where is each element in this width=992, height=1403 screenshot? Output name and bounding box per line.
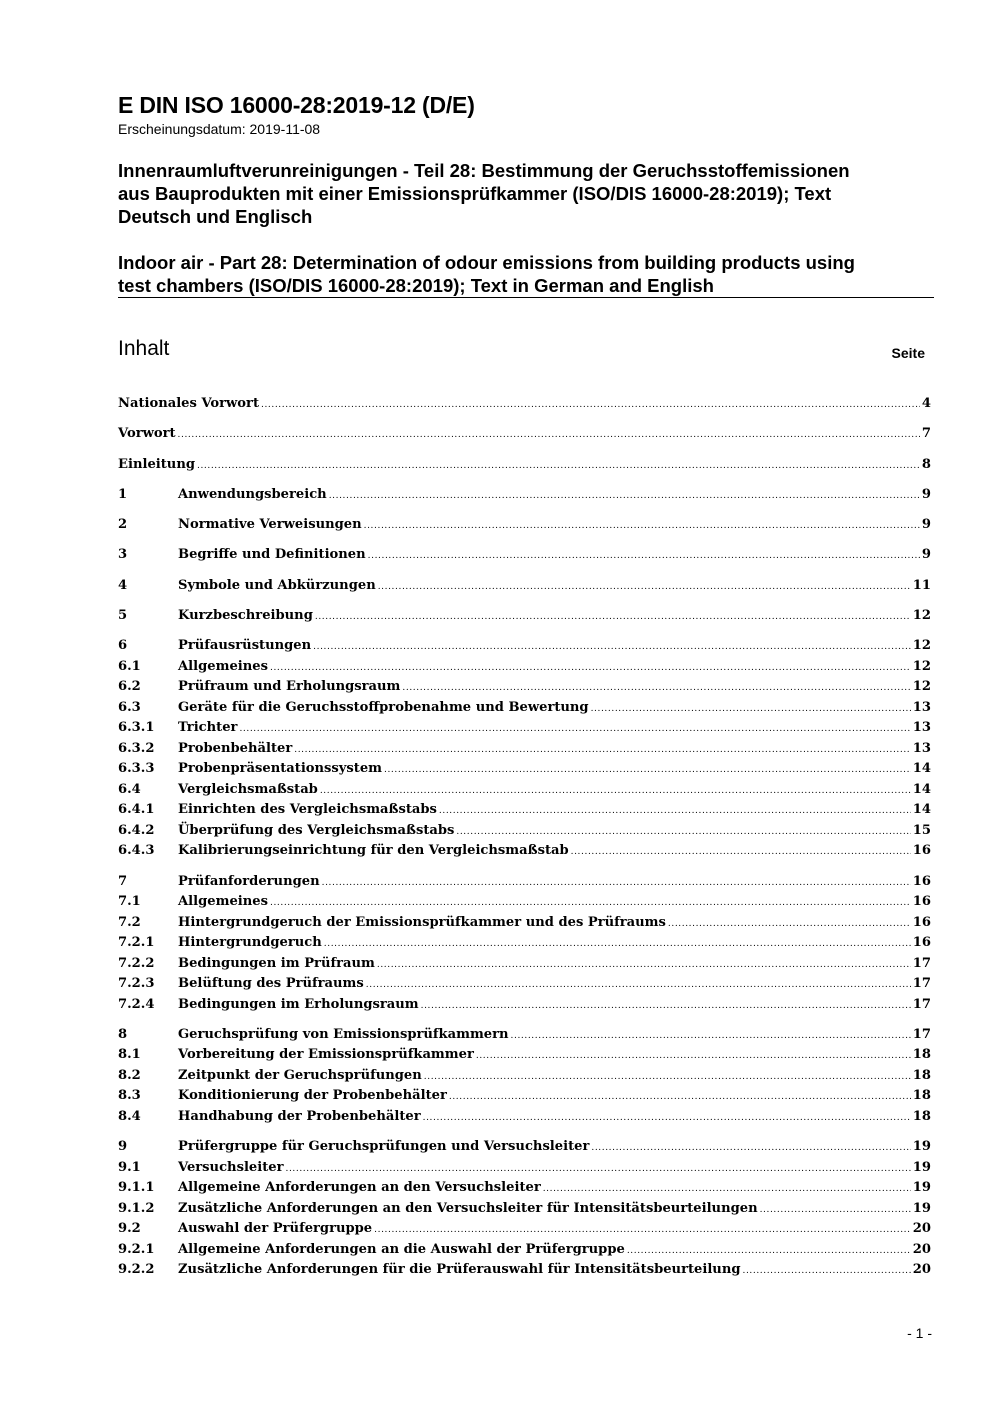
toc-entry-number: 9.2.2 bbox=[118, 1262, 155, 1278]
toc-entry-number: 6.4 bbox=[118, 781, 141, 797]
toc-entry-page: 12 bbox=[912, 638, 931, 654]
toc-dot-leader bbox=[368, 546, 920, 567]
toc-entry-title: Prüfausrüstungen bbox=[178, 638, 312, 654]
toc-entry[interactable] bbox=[118, 892, 931, 913]
toc-entry-page: 18 bbox=[912, 1047, 931, 1063]
toc-entry[interactable] bbox=[118, 913, 931, 934]
title-english-line: test chambers (ISO/DIS 16000-28:2019); Text in German and English bbox=[118, 275, 714, 296]
toc-dot-leader bbox=[197, 456, 920, 477]
toc-entry-title: Allgemeines bbox=[178, 658, 268, 674]
toc-dot-leader bbox=[261, 395, 920, 416]
toc-entry-number: 8.2 bbox=[118, 1067, 141, 1083]
toc-entry-number: 9 bbox=[118, 1139, 128, 1155]
toc-entry-number: 8.1 bbox=[118, 1047, 141, 1063]
toc-entry-number: 9.1.2 bbox=[118, 1200, 155, 1216]
toc-entry-page: 13 bbox=[912, 699, 931, 715]
title-english-line: Indoor air - Part 28: Determination of odour emissions from building products using bbox=[118, 252, 855, 273]
toc-entry-page: 16 bbox=[912, 914, 931, 930]
publication-date: Erscheinungsdatum: 2019-11-08 bbox=[118, 121, 321, 137]
toc-entry[interactable] bbox=[118, 657, 931, 678]
toc-entry[interactable] bbox=[118, 739, 931, 760]
title-german bbox=[118, 159, 933, 228]
toc-entry-title: Anwendungsbereich bbox=[178, 486, 327, 502]
toc-entry-page: 14 bbox=[912, 761, 931, 777]
toc-dot-leader bbox=[315, 607, 911, 628]
toc-entry-title: Begriffe und Definitionen bbox=[178, 547, 366, 563]
toc-entry-page: 17 bbox=[912, 976, 931, 992]
toc-dot-leader bbox=[627, 1241, 911, 1262]
toc-entry-title: Geruchsprüfung von Emissionsprüfkammern bbox=[178, 1026, 509, 1042]
toc-entry[interactable] bbox=[118, 1240, 931, 1261]
toc-entry-page: 19 bbox=[912, 1200, 931, 1216]
toc-entry[interactable] bbox=[118, 576, 931, 597]
toc-entry[interactable] bbox=[118, 974, 931, 995]
toc-entry-title: Belüftung des Prüfraums bbox=[178, 976, 364, 992]
toc-entry-number: 4 bbox=[118, 577, 128, 593]
toc-entry-page: 17 bbox=[912, 955, 931, 971]
toc-entry-number: 2 bbox=[118, 517, 128, 533]
title-german-line: Deutsch und Englisch bbox=[118, 206, 313, 227]
table-of-contents bbox=[118, 394, 931, 1281]
toc-dot-leader bbox=[364, 516, 920, 537]
toc-entry-title: Überprüfung des Vergleichsmaßstabs bbox=[178, 822, 455, 838]
toc-entry[interactable] bbox=[118, 1199, 931, 1220]
toc-entry-page: 16 bbox=[912, 935, 931, 951]
toc-entry-page: 12 bbox=[912, 608, 931, 624]
toc-entry-page: 18 bbox=[912, 1067, 931, 1083]
toc-entry-number: 9.2 bbox=[118, 1221, 141, 1237]
toc-entry[interactable] bbox=[118, 800, 931, 821]
toc-entry-page: 9 bbox=[921, 517, 931, 533]
toc-entry-title: Vorwort bbox=[118, 426, 176, 442]
toc-entry[interactable] bbox=[118, 841, 931, 862]
toc-entry-title: Hintergrundgeruch bbox=[178, 935, 322, 951]
toc-entry-page: 17 bbox=[912, 996, 931, 1012]
toc-dot-leader bbox=[591, 1138, 910, 1159]
toc-entry-number: 7.2 bbox=[118, 914, 141, 930]
toc-entry-page: 9 bbox=[921, 547, 931, 563]
toc-entry[interactable] bbox=[118, 606, 931, 627]
toc-dot-leader bbox=[423, 1108, 911, 1129]
toc-entry[interactable] bbox=[118, 698, 931, 719]
toc-entry-title: Probenbehälter bbox=[178, 740, 293, 756]
toc-entry[interactable] bbox=[118, 718, 931, 739]
toc-dot-leader bbox=[366, 975, 911, 996]
toc-entry-page: 15 bbox=[912, 822, 931, 838]
toc-heading: Inhalt bbox=[118, 337, 170, 360]
toc-entry-page: 16 bbox=[912, 843, 931, 859]
toc-dot-leader bbox=[313, 637, 911, 658]
toc-entry-page: 16 bbox=[912, 894, 931, 910]
toc-entry[interactable] bbox=[118, 1045, 931, 1066]
toc-entry[interactable] bbox=[118, 1158, 931, 1179]
toc-dot-leader bbox=[377, 955, 911, 976]
toc-entry-number: 9.1.1 bbox=[118, 1180, 155, 1196]
toc-entry-number: 6.4.1 bbox=[118, 802, 155, 818]
toc-entry-title: Vorbereitung der Emissionsprüfkammer bbox=[178, 1047, 474, 1063]
toc-dot-leader bbox=[511, 1026, 911, 1047]
toc-dot-leader bbox=[239, 719, 910, 740]
toc-entry-title: Bedingungen im Prüfraum bbox=[178, 955, 375, 971]
toc-entry[interactable] bbox=[118, 872, 931, 893]
toc-entry-number: 9.2.1 bbox=[118, 1241, 155, 1257]
toc-entry-title: Probenpräsentationssystem bbox=[178, 761, 383, 777]
toc-entry[interactable] bbox=[118, 1260, 931, 1281]
toc-entry-number: 6.3.1 bbox=[118, 720, 155, 736]
title-divider bbox=[118, 297, 934, 298]
toc-dot-leader bbox=[378, 577, 911, 598]
toc-entry-page: 17 bbox=[912, 1026, 931, 1042]
toc-entry-title: Kalibrierungseinrichtung für den Vergleichsmaßstab bbox=[178, 843, 569, 859]
toc-entry-page: 4 bbox=[921, 396, 931, 411]
toc-entry-page: 8 bbox=[921, 456, 931, 472]
toc-entry-page: 11 bbox=[912, 577, 931, 593]
toc-entry[interactable] bbox=[118, 1086, 931, 1107]
toc-entry-number: 1 bbox=[118, 486, 128, 502]
toc-entry-number: 6.3.2 bbox=[118, 740, 155, 756]
toc-entry-title: Kurzbeschreibung bbox=[178, 608, 313, 624]
toc-entry[interactable] bbox=[118, 780, 931, 801]
toc-dot-leader bbox=[543, 1179, 911, 1200]
toc-entry-page: 19 bbox=[912, 1180, 931, 1196]
toc-entry[interactable] bbox=[118, 485, 931, 506]
toc-entry-number: 6.3.3 bbox=[118, 761, 155, 777]
toc-entry-number: 6.2 bbox=[118, 679, 141, 695]
toc-entry-number: 6.4.2 bbox=[118, 822, 155, 838]
toc-entry-number: 7.1 bbox=[118, 894, 141, 910]
toc-entry-number: 7.2.4 bbox=[118, 996, 155, 1012]
toc-entry-page: 12 bbox=[912, 658, 931, 674]
toc-entry-page: 20 bbox=[912, 1221, 931, 1237]
toc-entry-title: Prüfraum und Erholungsraum bbox=[178, 679, 401, 695]
toc-entry-title: Allgemeine Anforderungen an den Versuchsleiter bbox=[178, 1180, 541, 1196]
toc-dot-leader bbox=[178, 425, 920, 446]
toc-dot-leader bbox=[760, 1200, 911, 1221]
toc-entry-page: 14 bbox=[912, 802, 931, 818]
toc-entry-page: 9 bbox=[921, 486, 931, 502]
toc-entry-number: 6 bbox=[118, 638, 128, 654]
toc-dot-leader bbox=[424, 1067, 911, 1088]
title-german-line: aus Bauprodukten mit einer Emissionsprüfkammer (ISO/DIS 16000-28:2019); Text bbox=[118, 183, 832, 204]
toc-entry[interactable] bbox=[118, 1137, 931, 1158]
toc-entry-page: 18 bbox=[912, 1108, 931, 1124]
toc-entry[interactable] bbox=[118, 1107, 931, 1128]
toc-dot-leader bbox=[571, 842, 911, 863]
toc-dot-leader bbox=[456, 822, 910, 843]
toc-entry-title: Prüfergruppe für Geruchsprüfungen und Versuchsleiter bbox=[178, 1139, 590, 1155]
toc-entry-number: 7.2.2 bbox=[118, 955, 155, 971]
toc-entry-number: 8.3 bbox=[118, 1088, 141, 1104]
toc-dot-leader bbox=[320, 781, 911, 802]
toc-dot-leader bbox=[402, 678, 910, 699]
toc-entry-title: Einleitung bbox=[118, 456, 195, 472]
toc-entry[interactable] bbox=[118, 455, 931, 476]
toc-entry[interactable] bbox=[118, 394, 931, 415]
toc-entry-page: 16 bbox=[912, 873, 931, 889]
toc-entry[interactable] bbox=[118, 954, 931, 975]
toc-entry-page: 19 bbox=[912, 1159, 931, 1175]
toc-entry-title: Allgemeines bbox=[178, 894, 268, 910]
toc-dot-leader bbox=[374, 1220, 911, 1241]
toc-entry-title: Prüfanforderungen bbox=[178, 873, 320, 889]
toc-entry[interactable] bbox=[118, 821, 931, 842]
toc-entry-number: 7.2.1 bbox=[118, 935, 155, 951]
toc-entry-page: 12 bbox=[912, 679, 931, 695]
toc-entry-title: Normative Verweisungen bbox=[178, 517, 362, 533]
toc-entry-title: Zusätzliche Anforderungen an den Versuchsleiter für Intensitätsbeurteilungen bbox=[178, 1200, 758, 1216]
toc-entry[interactable] bbox=[118, 677, 931, 698]
toc-dot-leader bbox=[476, 1046, 911, 1067]
toc-dot-leader bbox=[324, 934, 911, 955]
toc-entry-title: Bedingungen im Erholungsraum bbox=[178, 996, 419, 1012]
toc-dot-leader bbox=[743, 1261, 911, 1282]
page-number: - 1 - bbox=[907, 1325, 932, 1341]
toc-entry[interactable] bbox=[118, 995, 931, 1016]
toc-entry[interactable] bbox=[118, 636, 931, 657]
toc-entry-title: Konditionierung der Probenbehälter bbox=[178, 1088, 447, 1104]
toc-entry[interactable] bbox=[118, 1178, 931, 1199]
toc-entry-number: 3 bbox=[118, 547, 128, 563]
toc-entry[interactable] bbox=[118, 424, 931, 445]
toc-dot-leader bbox=[270, 658, 911, 679]
toc-page-column-label: Seite bbox=[891, 345, 925, 361]
toc-dot-leader bbox=[270, 893, 911, 914]
toc-entry-number: 7.2.3 bbox=[118, 976, 155, 992]
toc-entry-title: Trichter bbox=[178, 720, 238, 736]
toc-dot-leader bbox=[322, 873, 911, 894]
toc-entry-title: Symbole und Abkürzungen bbox=[178, 577, 376, 593]
toc-entry[interactable] bbox=[118, 515, 931, 536]
toc-entry-page: 13 bbox=[912, 740, 931, 756]
toc-entry-title: Geräte für die Geruchsstoffprobenahme und Bewertung bbox=[178, 699, 589, 715]
toc-dot-leader bbox=[286, 1159, 911, 1180]
toc-dot-leader bbox=[668, 914, 911, 935]
title-german-line: Innenraumluftverunreinigungen - Teil 28: Bestimmung der Geruchsstoffemissionen bbox=[118, 160, 850, 181]
toc-entry-page: 20 bbox=[912, 1262, 931, 1278]
toc-dot-leader bbox=[449, 1087, 911, 1108]
toc-entry[interactable] bbox=[118, 1066, 931, 1087]
toc-entry[interactable] bbox=[118, 545, 931, 566]
toc-entry[interactable] bbox=[118, 933, 931, 954]
toc-entry[interactable] bbox=[118, 1219, 931, 1240]
title-english bbox=[118, 251, 933, 297]
toc-dot-leader bbox=[329, 486, 920, 507]
toc-entry-page: 13 bbox=[912, 720, 931, 736]
toc-dot-leader bbox=[439, 801, 911, 822]
toc-entry-title: Auswahl der Prüfergruppe bbox=[178, 1221, 373, 1237]
toc-dot-leader bbox=[421, 996, 911, 1017]
toc-entry-title: Versuchsleiter bbox=[178, 1159, 284, 1175]
toc-entry-title: Allgemeine Anforderungen an die Auswahl der Prüfergruppe bbox=[178, 1241, 625, 1257]
toc-entry-title: Handhabung der Probenbehälter bbox=[178, 1108, 421, 1124]
toc-entry[interactable] bbox=[118, 759, 931, 780]
toc-entry-title: Einrichten des Vergleichsmaßstabs bbox=[178, 802, 437, 818]
toc-entry-page: 18 bbox=[912, 1088, 931, 1104]
toc-entry[interactable] bbox=[118, 1025, 931, 1046]
toc-entry-page: 7 bbox=[921, 426, 931, 442]
toc-entry-number: 6.1 bbox=[118, 658, 141, 674]
toc-entry-title: Zusätzliche Anforderungen für die Prüferauswahl für Intensitätsbeurteilung bbox=[178, 1262, 741, 1278]
toc-entry-page: 20 bbox=[912, 1241, 931, 1257]
toc-entry-number: 5 bbox=[118, 608, 128, 624]
toc-entry-number: 8 bbox=[118, 1026, 128, 1042]
toc-dot-leader bbox=[294, 740, 911, 761]
document-id: E DIN ISO 16000-28:2019-12 (D/E) bbox=[118, 92, 475, 118]
toc-dot-leader bbox=[591, 699, 911, 720]
toc-entry-number: 6.4.3 bbox=[118, 843, 155, 859]
toc-entry-title: Vergleichsmaßstab bbox=[178, 781, 318, 797]
toc-entry-number: 7 bbox=[118, 873, 128, 889]
toc-dot-leader bbox=[384, 760, 911, 781]
toc-entry-title: Nationales Vorwort bbox=[118, 396, 259, 411]
toc-entry-number: 8.4 bbox=[118, 1108, 141, 1124]
toc-entry-number: 6.3 bbox=[118, 699, 141, 715]
toc-entry-title: Hintergrundgeruch der Emissionsprüfkammer und des Prüfraums bbox=[178, 914, 666, 930]
toc-entry-page: 19 bbox=[912, 1139, 931, 1155]
toc-entry-title: Zeitpunkt der Geruchsprüfungen bbox=[178, 1067, 422, 1083]
toc-entry-number: 9.1 bbox=[118, 1159, 141, 1175]
toc-entry-page: 14 bbox=[912, 781, 931, 797]
